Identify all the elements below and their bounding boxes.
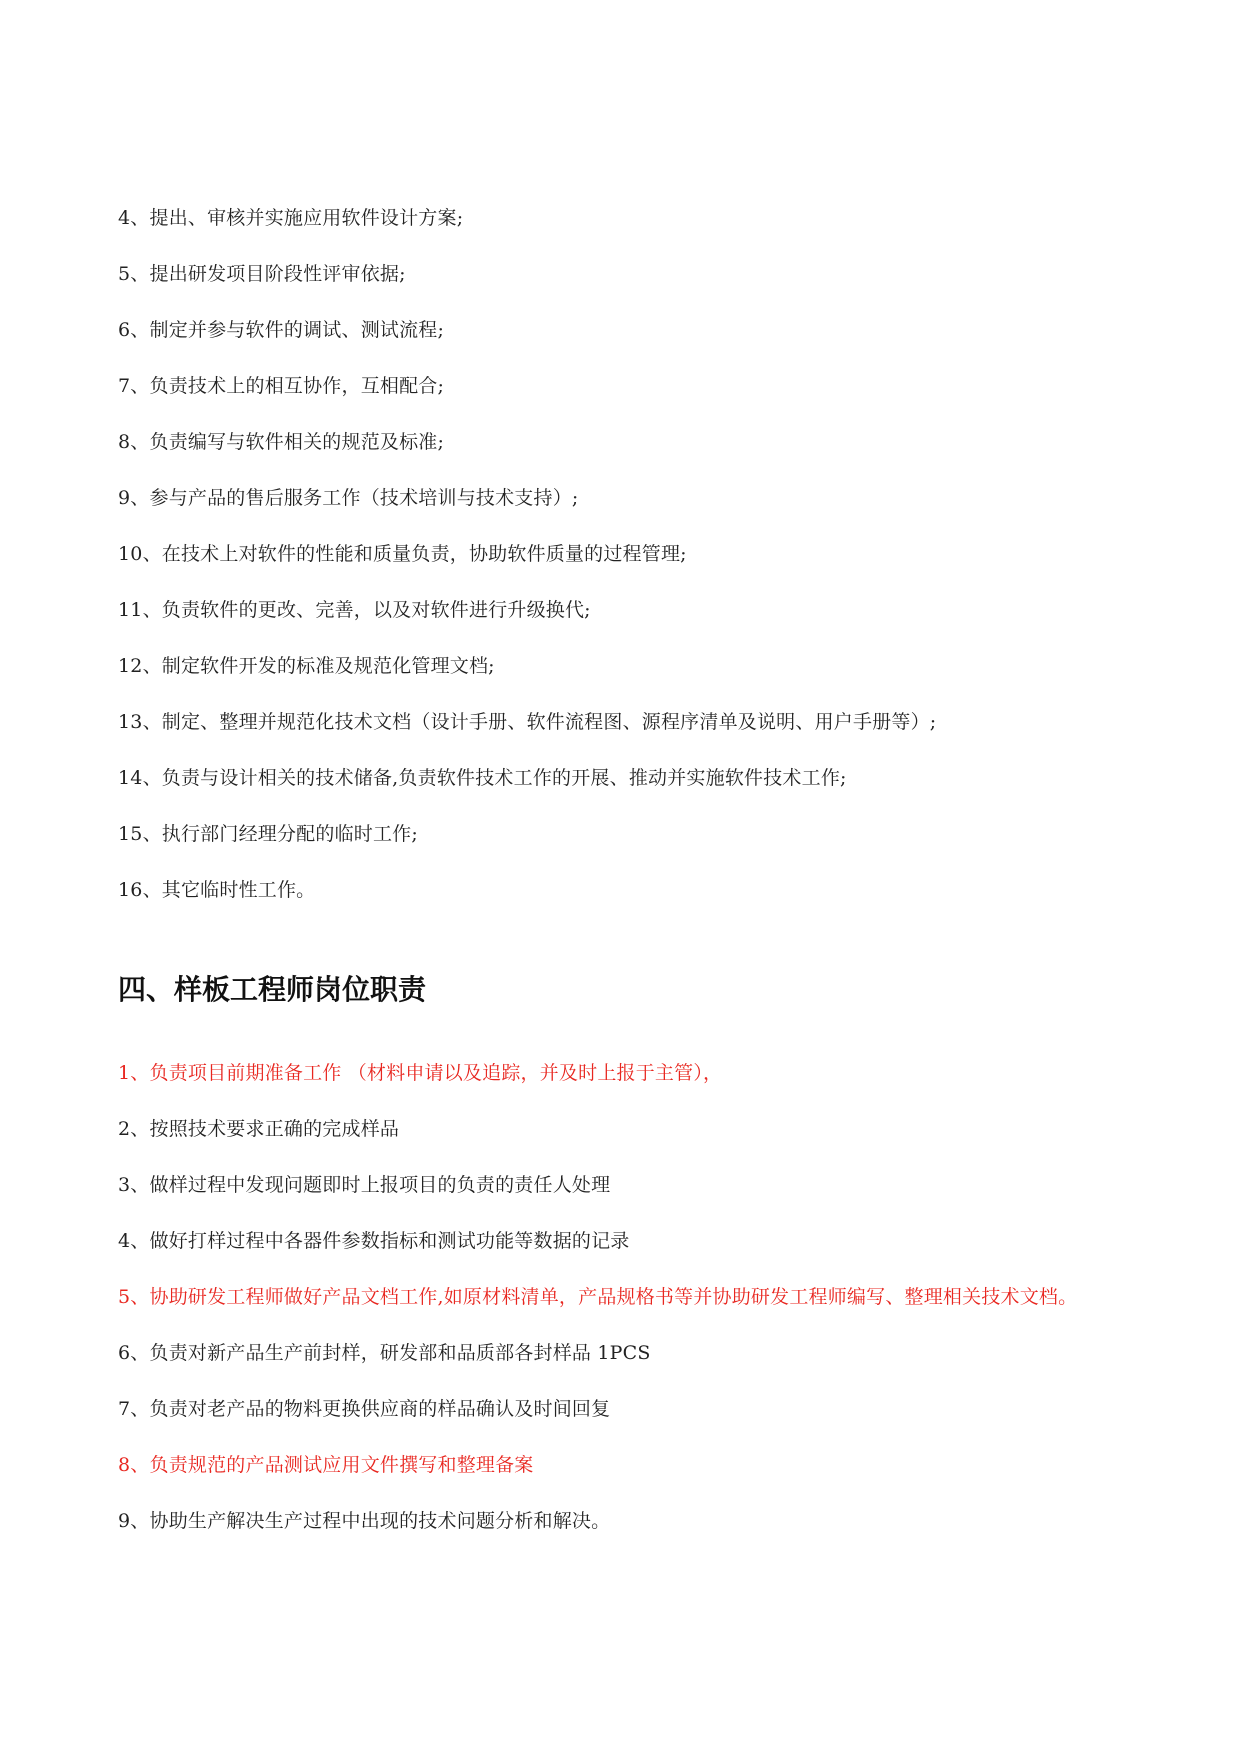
list-item: 9、参与产品的售后服务工作（技术培训与技术支持）; <box>118 487 579 509</box>
responsibility-list-software <box>118 190 1138 918</box>
list-item: 8、负责编写与软件相关的规范及标准; <box>118 431 445 453</box>
list-item: 7、负责对老产品的物料更换供应商的样品确认及时间回复 <box>118 1398 611 1420</box>
list-item: 12、制定软件开发的标准及规范化管理文档; <box>118 655 495 677</box>
list-item: 11、负责软件的更改、完善，以及对软件进行升级换代; <box>118 599 591 621</box>
list-item: 6、负责对新产品生产前封样，研发部和品质部各封样品 1PCS <box>118 1342 651 1364</box>
list-item: 7、负责技术上的相互协作，互相配合; <box>118 375 445 397</box>
list-item: 15、执行部门经理分配的临时工作; <box>118 823 418 845</box>
list-item: 14、负责与设计相关的技术储备,负责软件技术工作的开展、推动并实施软件技术工作; <box>118 767 847 789</box>
responsibility-list-sample-engineer <box>118 1045 1138 1549</box>
list-item: 1、负责项目前期准备工作 （材料申请以及追踪，并及时上报于主管）， <box>118 1062 723 1084</box>
list-item: 2、按照技术要求正确的完成样品 <box>118 1118 400 1140</box>
list-item: 16、其它临时性工作。 <box>118 879 316 901</box>
list-item: 10、在技术上对软件的性能和质量负责，协助软件质量的过程管理; <box>118 543 687 565</box>
list-item: 4、做好打样过程中各器件参数指标和测试功能等数据的记录 <box>118 1230 630 1252</box>
list-item: 6、制定并参与软件的调试、测试流程; <box>118 319 445 341</box>
list-item: 5、提出研发项目阶段性评审依据; <box>118 263 406 285</box>
list-item: 9、协助生产解决生产过程中出现的技术问题分析和解决。 <box>118 1510 611 1532</box>
list-item: 13、制定、整理并规范化技术文档（设计手册、软件流程图、源程序清单及说明、用户手册等）; <box>118 711 937 733</box>
list-item: 8、负责规范的产品测试应用文件撰写和整理备案 <box>118 1454 534 1476</box>
list-item: 4、提出、审核并实施应用软件设计方案; <box>118 207 464 229</box>
section-heading: 四、样板工程师岗位职责 <box>118 973 427 1006</box>
list-item: 5、协助研发工程师做好产品文档工作,如原材料清单，产品规格书等并协助研发工程师编写、整理相关技术文档。 <box>118 1286 1078 1308</box>
list-item: 3、做样过程中发现问题即时上报项目的负责的责任人处理 <box>118 1174 611 1196</box>
